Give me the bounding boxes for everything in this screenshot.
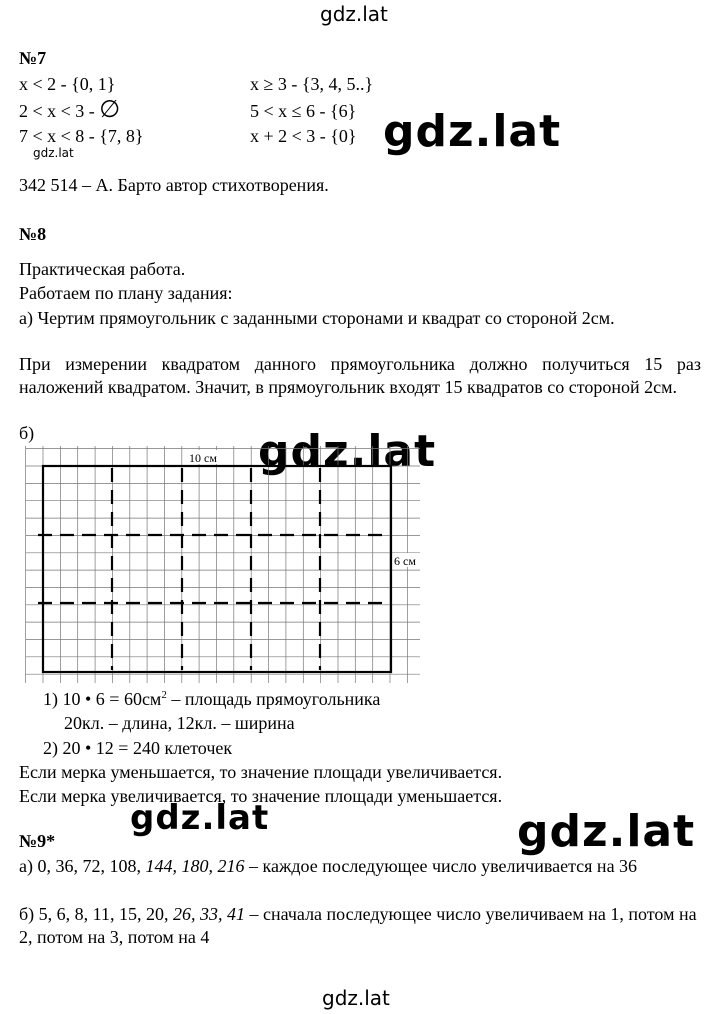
calc-1: 1) 10 • $6 = 60см^2$ – площадь прямоугольника — [43, 689, 381, 709]
task7-left-3: 7 < x < 8 - {7, 8} — [19, 126, 144, 146]
calc-2: 2) 20 • 12 = 240 клеточек — [43, 738, 233, 758]
grid-lines — [26, 446, 420, 683]
conclusion-2: Если мерка увеличивается, то значение площади уменьшается. — [19, 786, 503, 806]
watermark-top: gdz.lat — [320, 2, 388, 26]
task9-a: а) 0, 36, 72, 108, 144, 180, 216 – каждое последующее число увеличивается на 36 — [19, 856, 638, 876]
task9-heading: №9* — [19, 831, 56, 851]
watermark-big-4: gdz.lat — [517, 806, 696, 857]
task7-right-1: x ≥ 3 - {3, 4, 5..} — [250, 74, 374, 94]
task8-heading: №8 — [19, 224, 47, 244]
width-label: 10 см — [189, 451, 217, 465]
empty-set-symbol: ∅ — [99, 97, 121, 123]
calc-1-line-2: 20кл. – длина, 12кл. – ширина — [64, 713, 295, 733]
task9-b: б) 5, 6, 8, 11, 15, 20, 26, 33, 41 – сначала последующее число увеличиваем на 1, потом на 2, потом на 3, потом на 4 — [19, 904, 697, 947]
task7-answer: 342 514 – А. Барто автор стихотворения. — [19, 175, 329, 195]
watermark-big-3: gdz.lat — [130, 798, 270, 838]
task8-label-b: б) — [19, 423, 35, 443]
watermark-small: gdz.lat — [33, 146, 74, 160]
height-label: 6 см — [394, 554, 416, 568]
watermark-big-2: gdz.lat — [258, 426, 437, 477]
conclusion-1: Если мерка уменьшается, то значение площади увеличивается. — [19, 762, 503, 782]
task7-left-1: x < 2 - {0, 1} — [19, 74, 116, 94]
task8-line-2: Работаем по плану задания: — [19, 283, 233, 303]
task7-left-2: 2 < x < 3 - ∅ — [19, 97, 121, 123]
task8-paragraph-measure: При измерении квадратом данного прямоугольника должно получиться 15 раз наложений квадратом. Значит, в прямоугольник входят 15 квадратов со стороной 2см. — [19, 354, 701, 397]
task8-paragraph-a: а) Чертим прямоугольник с заданными сторонами и квадрат со стороной 2см. — [19, 308, 615, 328]
watermark-bottom: gdz.lat — [322, 986, 390, 1010]
task7-right-2: 5 < x ≤ 6 - {6} — [250, 101, 357, 121]
task7-right-3: x + 2 < 3 - {0} — [250, 126, 357, 146]
task8-line-1: Практическая работа. — [19, 259, 186, 279]
watermark-big-1: gdz.lat — [383, 106, 562, 157]
grid-diagram — [20, 438, 440, 688]
task7-heading: №7 — [19, 48, 47, 68]
